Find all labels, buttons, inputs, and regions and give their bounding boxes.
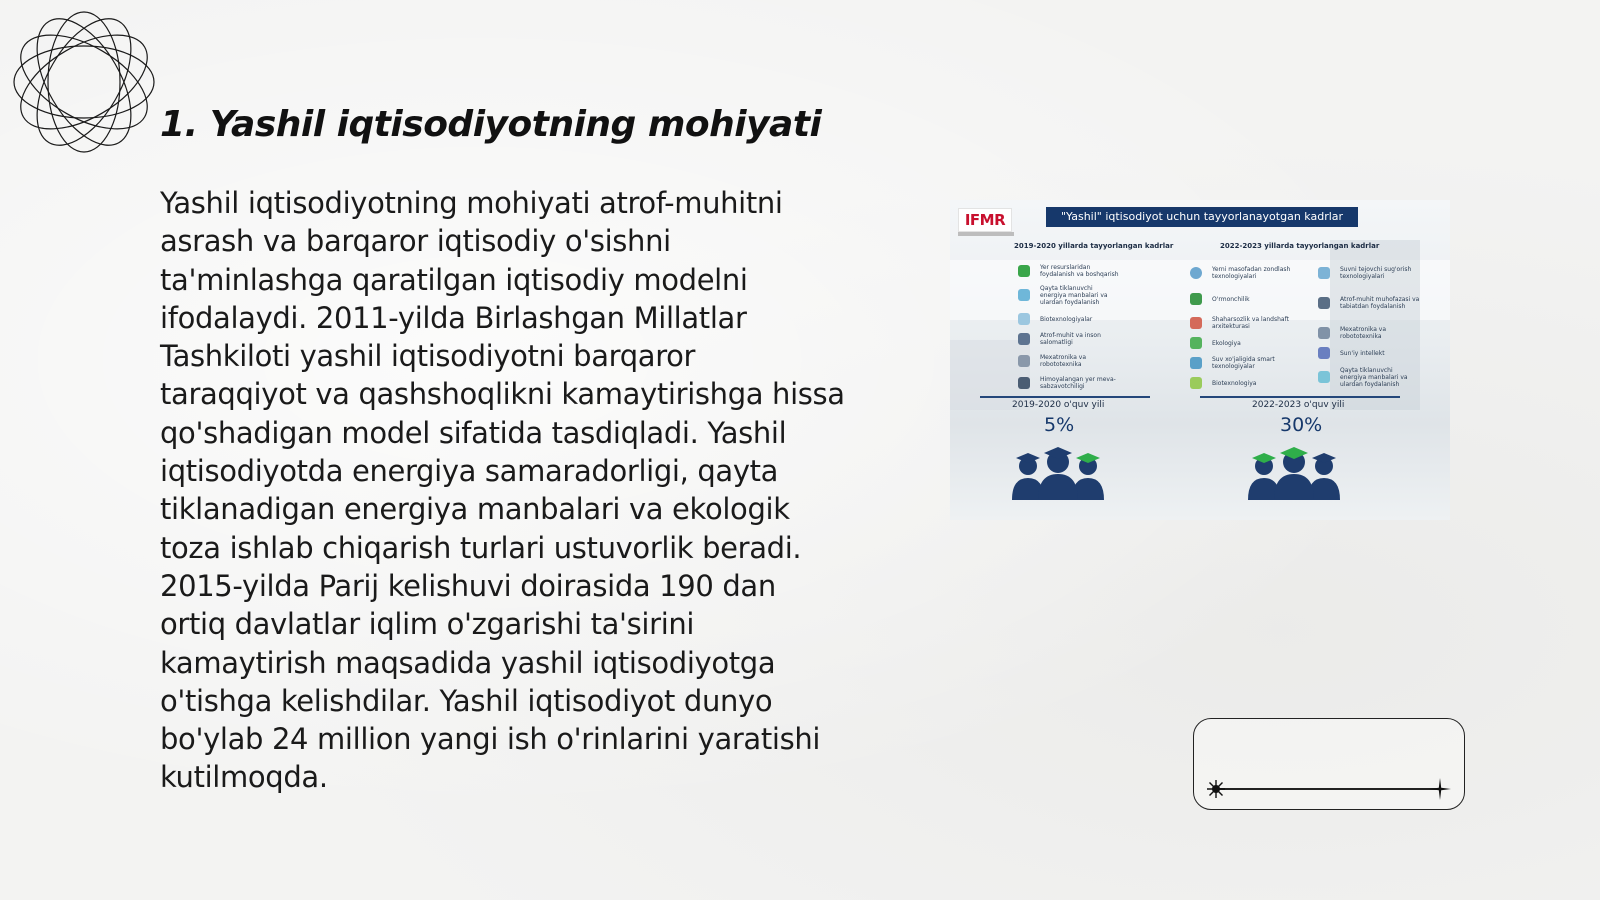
list-item: O'rmonchilik <box>1190 292 1292 306</box>
decorative-slider-box <box>1193 718 1465 810</box>
sun-icon <box>1206 779 1226 799</box>
list-item: Himoyalangan yer meva-sabzavotchiligi <box>1018 376 1120 390</box>
infographic-title: "Yashil" iqtisodiyot uchun tayyorlanayotgan kadrlar <box>1046 207 1358 227</box>
globe-icon <box>1190 267 1202 279</box>
list-item: Qayta tiklanuvchi energiya manbalari va ulardan foydalanish <box>1318 370 1420 384</box>
right-column-heading: 2022-2023 yillarda tayyorlangan kadrlar <box>1220 242 1380 250</box>
solar-icon <box>1318 371 1330 383</box>
list-item: Biotexnologiyalar <box>1018 312 1120 326</box>
body-paragraph: Yashil iqtisodiyotning mohiyati atrof-muhitni asrash va barqaror iqtisodiy o'sishni ta'minlashga qaratilgan iqtisodiy modelni ifodalaydi. 2011-yilda Birlashgan Millatlar Tashkiloti yashil iqtisodiyotni barqaror taraqqiyot va qashshoqlikni kamaytirishga hissa qo'shadigan model sifatida tasdiqladi. Yashil iqtisodiyotda energiya samaradorligi, qayta tiklanadigan energiya manbalari va ekologik toza ishlab chiqarish turlari ustuvorlik beradi. 2015-yilda Parij kelishuvi doirasida 190 dan ortiq davlatlar iqlim o'zgarishi ta'sirini kamaytirish maqsadida yashil iqtisodiyotga o'tishga kelishdilar. Yashil iqtisodiyot dunyo bo'ylab 24 million yangi ish o'rinlarini yaratishi kutilmoqda. <box>160 186 845 795</box>
farmer-icon <box>1018 377 1030 389</box>
leaf-icon <box>1018 265 1030 277</box>
brain-icon <box>1318 347 1330 359</box>
graduates-icon <box>1244 444 1344 500</box>
left-year-label: 2019-2020 o'quv yili <box>1012 400 1105 410</box>
list-item: Yer resurslaridan foydalanish va boshqarish <box>1018 264 1120 278</box>
right-percent: 30% <box>1280 414 1323 436</box>
gear-icon <box>1318 327 1330 339</box>
left-percent: 5% <box>1044 414 1075 436</box>
list-item: Qayta tiklanuvchi energiya manbalari va ulardan foydalanish <box>1018 288 1120 302</box>
list-item: Biotexnologiya <box>1190 376 1292 390</box>
ecology-icon <box>1190 337 1202 349</box>
left-divider <box>980 396 1150 398</box>
dna-icon <box>1190 377 1202 389</box>
water-icon <box>1190 357 1202 369</box>
right-divider <box>1200 396 1400 398</box>
energy-icon <box>1018 289 1030 301</box>
city-icon <box>1190 317 1202 329</box>
list-item: Mexatronika va robototexnika <box>1018 354 1120 368</box>
irrigation-icon <box>1318 267 1330 279</box>
list-item: Atrof-muhit va inson salomatligi <box>1018 332 1120 346</box>
ifmr-logo: IFMR <box>958 208 1012 232</box>
graduates-icon <box>1008 444 1108 500</box>
list-item: Ekologiya <box>1190 336 1292 350</box>
infographic-image <box>950 200 1450 520</box>
sparkle-icon <box>1428 777 1452 801</box>
list-item: Mexatronika va robototexnika <box>1318 326 1420 340</box>
slider-track <box>1214 788 1440 790</box>
interlocking-circles-icon <box>10 8 158 156</box>
list-item: Suv xo'jaligida smart texnologiyalar <box>1190 356 1292 370</box>
list-item: Atrof-muhit muhofazasi va tabiatdan foydalanish <box>1318 296 1420 310</box>
people-icon <box>1018 333 1030 345</box>
tree-icon <box>1190 293 1202 305</box>
list-item: Sun'iy intellekt <box>1318 346 1420 360</box>
slide-title: 1. Yashil iqtisodiyotning mohiyati <box>160 104 822 145</box>
list-item: Shaharsozlik va landshaft arxitekturasi <box>1190 316 1292 330</box>
right-year-label: 2022-2023 o'quv yili <box>1252 400 1345 410</box>
list-item: Suvni tejovchi sug'orish texnologiyalari <box>1318 266 1420 280</box>
list-item: Yerni masofadan zondlash texnologiyalari <box>1190 266 1292 280</box>
robot-icon <box>1018 355 1030 367</box>
left-column-heading: 2019-2020 yillarda tayyorlangan kadrlar <box>1014 242 1174 250</box>
logo-subtitle-bar <box>958 232 1014 236</box>
factory-icon <box>1318 297 1330 309</box>
flask-icon <box>1018 313 1030 325</box>
